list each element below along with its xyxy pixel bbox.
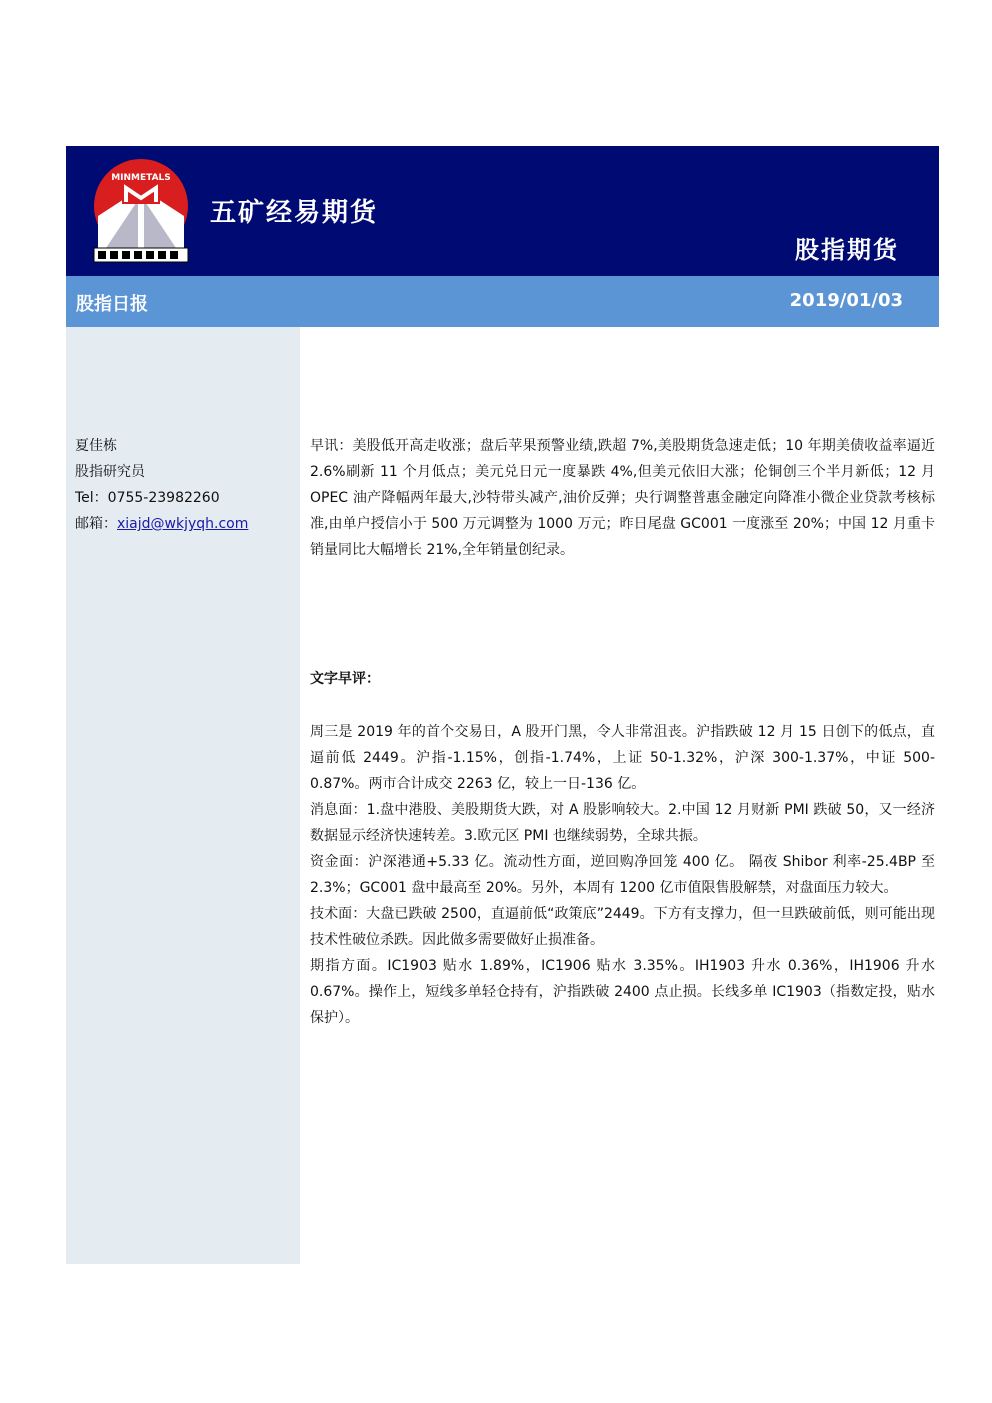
commentary-paragraph: 期指方面。IC1903 贴水 1.89%，IC1906 贴水 3.35%。IH1903 升水 0.36%，IH1906 升水 0.67%。操作上，短线多单轻仓持有，沪指跌破 2400 点止损。长线多单 IC1903（指数定投，贴水保护）。 [310, 958, 935, 1026]
email-link[interactable]: xiajd@wkjyqh.com [117, 516, 249, 532]
analyst-sidebar [66, 327, 300, 1264]
commentary-paragraph: 消息面：1.盘中港股、美股期货大跌，对 A 股影响较大。2.中国 12 月财新 PMI 跌破 50，又一经济数据显示经济快速转差。3.欧元区 PMI 也继续弱势，全球共振。 [310, 802, 935, 844]
brief-text: 早讯：美股低开高走收涨；盘后苹果预警业绩,跌超 7%,美股期货急速走低；10 年期美债收益率逼近 2.6%刷新 11 个月低点；美元兑日元一度暴跌 4%,但美元依旧大涨；伦铜创三个半月新低；12 月 OPEC 油产降幅两年最大,沙特带头减产,油价反弹；央行调整普惠金融定向降准小微企业贷款考核标准,由单户授信小于 500 万元调整为 1000 万元；昨日尾盘 GC001 一度涨至 20%；中国 12 月重卡销量同比大幅增长 21%,全年销量创纪录。 [310, 438, 935, 558]
commentary-paragraph: 技术面：大盘已跌破 2500，直逼前低“政策底”2449。下方有支撑力，但一旦跌破前低，则可能出现技术性破位杀跌。因此做多需要做好止损准备。 [310, 906, 935, 948]
commentary-paragraph: 资金面：沪深港通+5.33 亿。流动性方面，逆回购净回笼 400 亿。 隔夜 Shibor 利率-25.4BP 至 2.3%；GC001 盘中最高至 20%。另外，本周有 1200 亿市值限售股解禁，对盘面压力较大。 [310, 854, 935, 896]
commentary-paragraph: 周三是 2019 年的首个交易日，A 股开门黑，令人非常沮丧。沪指跌破 12 月 15 日创下的低点，直逼前低 2449。沪指-1.15%，创指-1.74%，上证 50-1.32%，沪深 300-1.37%，中证 500-0.87%。两市合计成交 2263 亿，较上一日-136 亿。 [310, 724, 935, 792]
analyst-title: 股指研究员 [75, 464, 145, 480]
report-header [66, 146, 939, 276]
product-name: 股指期货 [795, 236, 899, 264]
analyst-contact [75, 433, 248, 537]
analyst-email-row [75, 511, 248, 537]
commentary-title: 文字早评： [310, 671, 380, 687]
logo-text: MINMETALS [111, 173, 171, 183]
email-label: 邮箱： [75, 516, 117, 532]
company-logo [88, 158, 194, 264]
company-name: 五矿经易期货 [210, 198, 379, 228]
report-band [66, 276, 939, 327]
analyst-name: 夏佳栋 [75, 438, 117, 454]
morning-brief [310, 433, 935, 563]
report-date: 2019/01/03 [789, 290, 903, 311]
commentary-body [310, 719, 935, 1031]
analyst-tel: Tel：0755-23982260 [75, 490, 220, 506]
report-title: 股指日报 [76, 294, 148, 315]
